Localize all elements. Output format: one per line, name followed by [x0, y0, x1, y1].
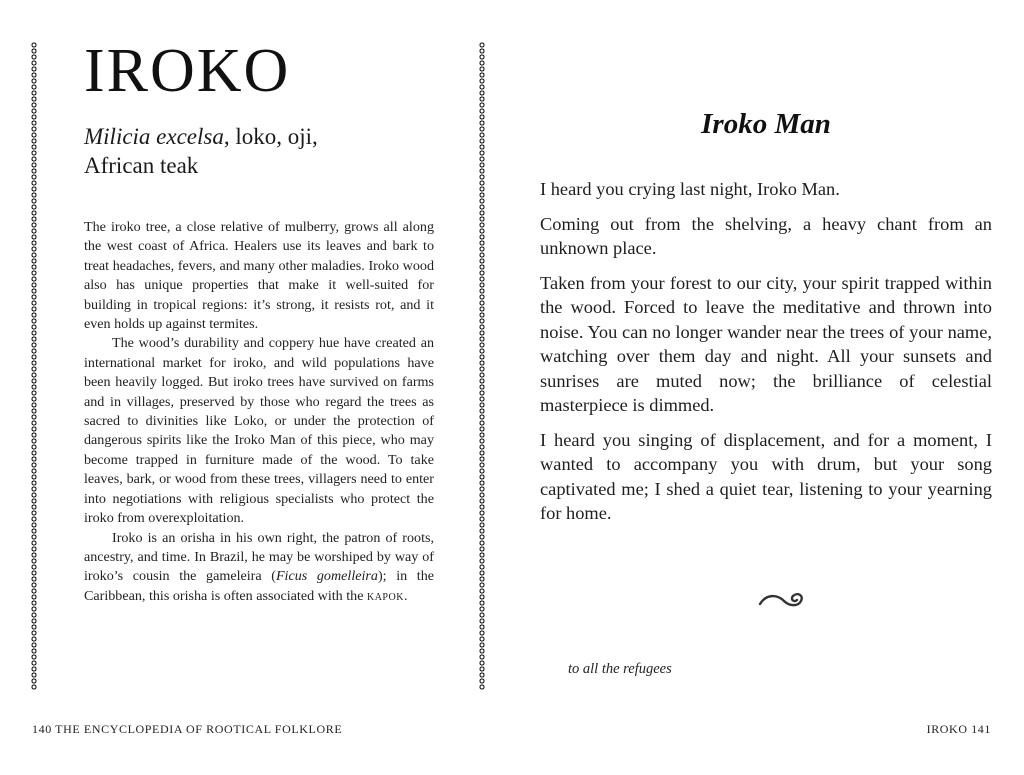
poem-stanza: Coming out from the shelving, a heavy chant from an unknown place.: [540, 213, 992, 258]
right-page: [540, 100, 992, 536]
poem-title: Iroko Man: [701, 108, 831, 140]
poem-stanza: I heard you crying last night, Iroko Man.: [540, 179, 840, 199]
footer-left-running-head: 140 THE ENCYCLOPEDIA OF ROOTICAL FOLKLORE: [32, 722, 343, 736]
center-dotted-border: [479, 42, 485, 690]
italic-term: Ficus gomelleira: [275, 568, 378, 585]
paragraph-text: The iroko tree, a close relative of mulberry, grows all along the west coast of Africa. Healers use its leaves and bark to treat headaches, fevers, and many other maladies. Iroko wood also has unique properties that make it well-suited for building in tropical regions: it’s strong, it resists rot, and it even holds up against termites.: [84, 219, 434, 333]
subtitle-common-names: , loko, oji,: [223, 124, 318, 149]
paragraph-text: Iroko is an orisha in his own right, the patron of roots, ancestry, and time. In Brazil, he may be worshiped by way of iroko’s cousin the gameleira (: [84, 529, 434, 585]
paragraph-text: .: [403, 587, 408, 604]
curl-ornament-icon: [757, 588, 807, 610]
entry-subtitle: [84, 122, 434, 180]
entry-body: [84, 218, 434, 606]
entry-paragraph: [84, 218, 434, 334]
entry-title: IROKO: [84, 37, 291, 105]
subtitle-line-2: African teak: [84, 153, 199, 178]
poem-stanza: I heard you singing of displacement, and for a moment, I wanted to accompany you with drum, but your song captivated me; I shed a quiet tear, listening to your yearning for home.: [540, 429, 992, 523]
cross-reference: kapok: [366, 587, 404, 604]
scientific-name: Milicia excelsa: [84, 124, 224, 149]
poem-stanza: Taken from your forest to our city, your spirit trapped within the wood. Forced to leave the meditative and thrown into noise. You can no longer wander near the trees of your name, watching over them day and night. All your sunsets and sunrises are muted now; the brilliance of celestial masterpiece is dimmed.: [540, 272, 992, 415]
entry-paragraph: [84, 334, 434, 528]
footer-right-running-head: IROKO 141: [926, 722, 991, 736]
paragraph-text: The wood’s durability and coppery hue have created an international market for iroko, and wild populations have been heavily logged. But iroko trees have survived on farms and in villages, preserved by those who regard the trees as sacred to divinities like Loko, or under the protection of dangerous spirits like the Iroko Man of this piece, who may become trapped in furniture made of the wood. To take leaves, bark, or wood from these trees, villagers need to enter into negotiations with religious specialists who protect the iroko from overexploitation.: [84, 335, 434, 527]
poem-body: [540, 177, 992, 526]
entry-paragraph: [84, 529, 434, 607]
left-dotted-border: [31, 42, 37, 690]
poem-dedication: to all the refugees: [568, 661, 672, 677]
left-page: [84, 37, 434, 606]
paragraph-text: ); in the Caribbean, this orisha is often associated with the: [84, 568, 434, 604]
